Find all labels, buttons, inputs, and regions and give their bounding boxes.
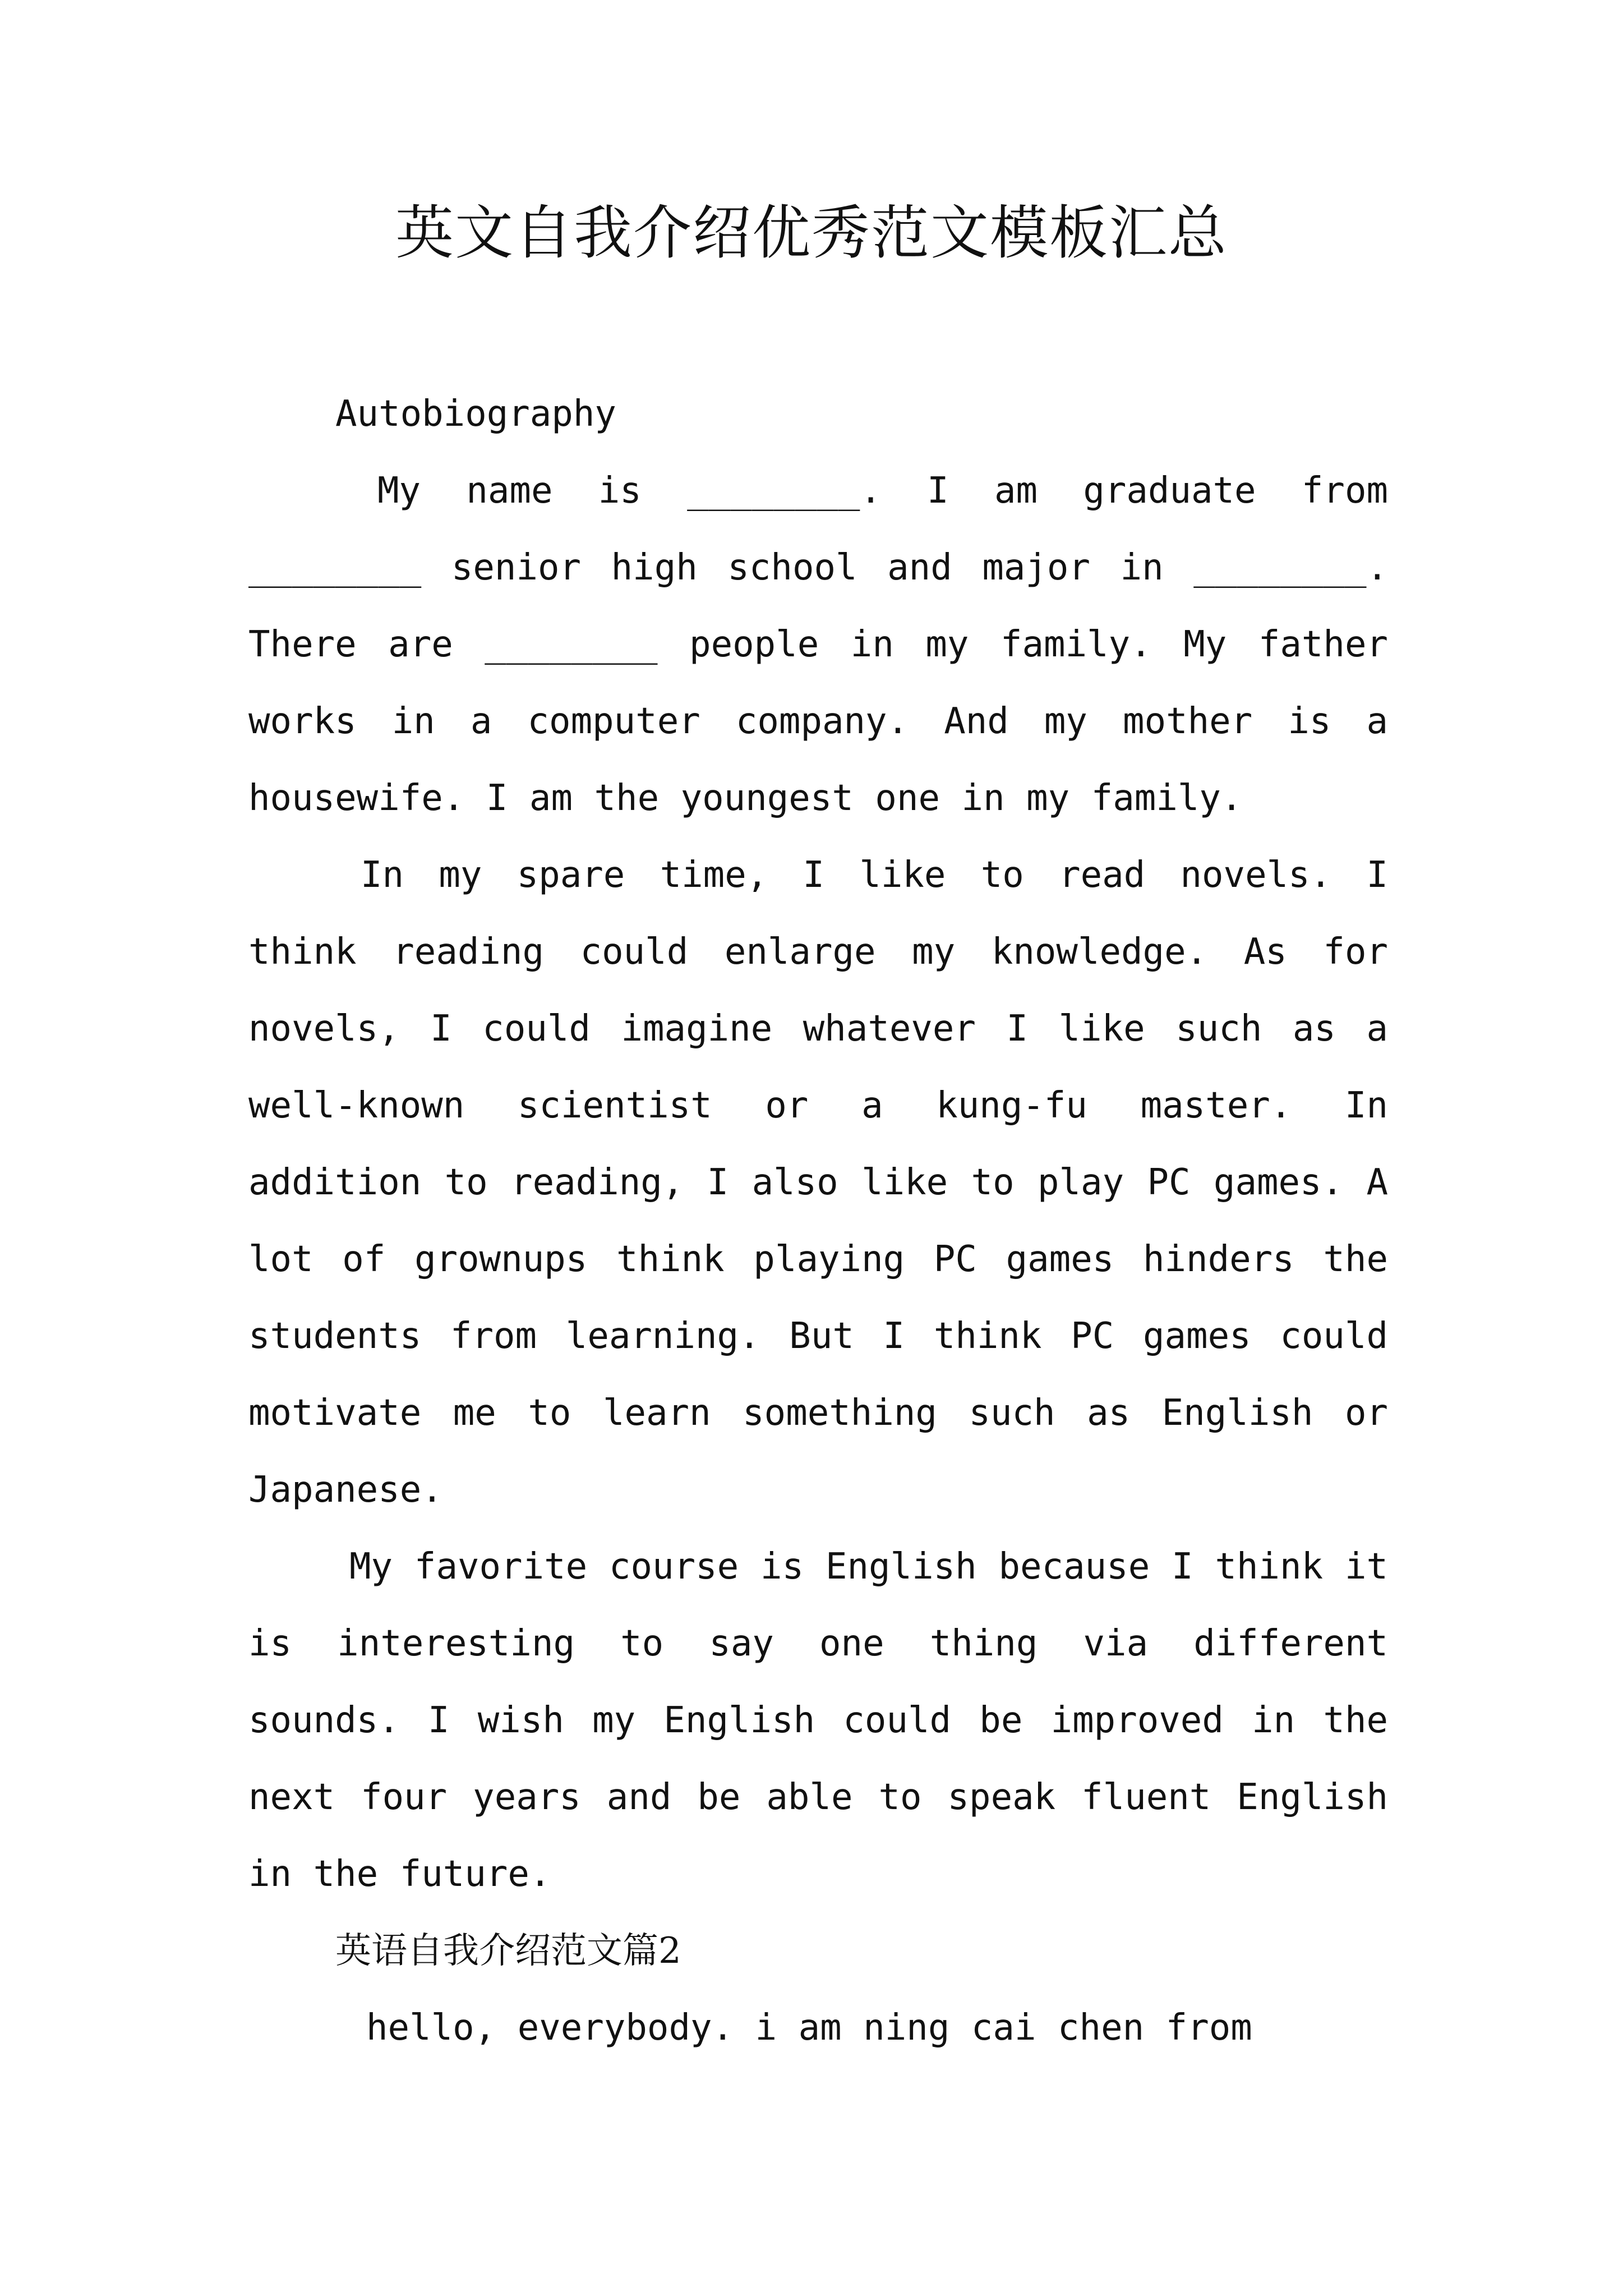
- section-heading-essay-2: 英语自我介绍范文篇2: [335, 1930, 681, 1972]
- paragraph-favorite-course: My favorite course is English because I think it is interesting to say one thing via different sounds. I wish my English could be improved in the next four years and be able to speak fluent English in the future.: [248, 1546, 1388, 1895]
- section-heading-autobiography: Autobiography: [335, 393, 616, 435]
- document-title: 英文自我介绍优秀范文模板汇总: [395, 199, 1228, 267]
- document-body: [248, 376, 1388, 2067]
- paragraph-spare-time: In my spare time, I like to read novels. I think reading could enlarge my knowledge. As for novels, I could imagine whatever I like such as a well-known scientist or a kung-fu master. In addition to reading, I also like to play PC games. A lot of grownups think playing PC games hinders the students from learning. But I think PC games could motivate me to learn something such as English or Japanese.: [248, 854, 1388, 1511]
- paragraph-intro: My name is ________. I am graduate from ________ senior high school and major in ________. There are ________ people in my family. My father works in a computer company. And my mother is a housewife. I am the youngest one in my family.: [248, 470, 1388, 819]
- paragraph-hello: hello, everybody. i am ning cai chen from: [366, 2007, 1252, 2049]
